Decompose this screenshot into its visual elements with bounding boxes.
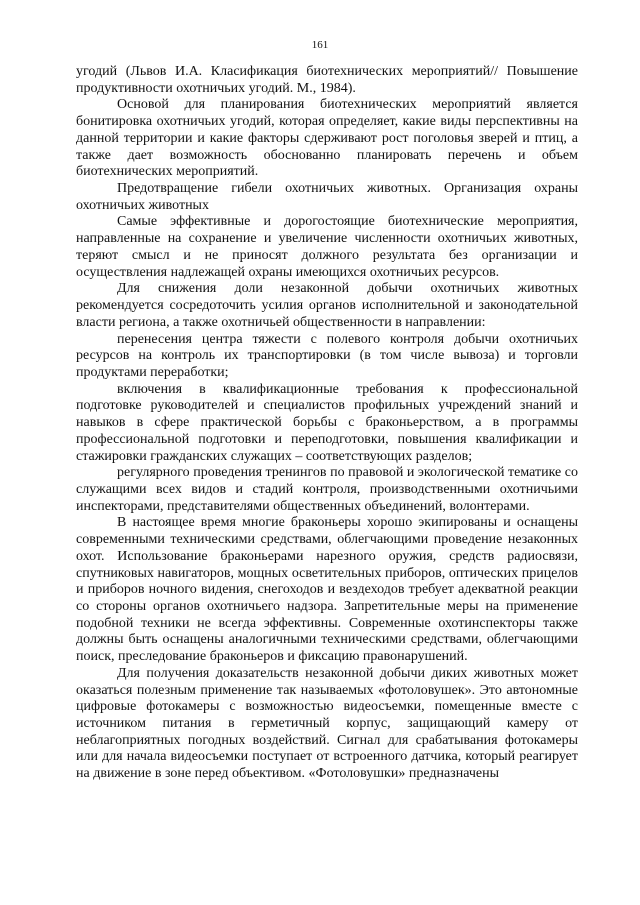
page-number: 161 <box>311 39 329 51</box>
paragraph-camera-traps: Для получения доказательств незаконной добычи диких животных может оказаться полезным применение так называемых «фотоловушек». Это автономные цифровые фотокамеры с возможностью видеосъемки, помещенные вместе с источником питания в герметичный корпус, защищающий камеру от неблагоприятных погодных воздействий. Сигнал для срабатывания фотокамеры или для начала видеосъемки поступает от встроенного датчика, который реагирует на движение в зоне перед объективом. «Фотоловушки» предназначены <box>76 665 578 782</box>
paragraph-recommendations-intro: Для снижения доли незаконной добычи охотничьих животных рекомендуется сосредоточить усилия органов исполнительной и законодательной власти региона, а также охотничьей общественности в направлении: <box>76 281 578 330</box>
paragraph-protection-importance: Самые эффективные и дорогостоящие биотехнические мероприятия, направленные на сохранение и увеличение численности охотничьих животных, теряют смысл и не приносят должного результата без организации и осуществления надлежащей охраны имеющихся охотничьих ресурсов. <box>76 214 578 280</box>
paragraph-planning-basis: Основой для планирования биотехнических мероприятий является бонитировка охотничьих угодий, которая определяет, какие виды перспективны на данной территории и какие факторы сдерживают рост поголовья зверей и птиц, а также дает возможность обоснованно планировать перечень и объем биотехнических мероприятий. <box>76 97 578 180</box>
section-heading: Предотвращение гибели охотничьих животных. Организация охраны охотничьих животных <box>76 181 578 213</box>
list-item-transport-control: перенесения центра тяжести с полевого контроля добычи охотничьих ресурсов на контроль их транспортировки (в том числе вывоза) и торговли продуктами переработки; <box>76 331 578 380</box>
list-item-qualification-requirements: включения в квалификационные требования к профессиональной подготовке руководителей и специалистов профильных учреждений знаний и навыков в сфере практической борьбы с браконьерством, а в программы профессиональной подготовки и переподготовки, повышения квалификации и стажировки гражданских служащих – соответствующих разделов; <box>76 381 578 464</box>
list-item-trainings: регулярного проведения тренингов по правовой и экологической тематике со служащими всех видов и стадий контроля, производственными охотничьими инспекторами, представителями общественных объединений, волонтерами. <box>76 465 578 514</box>
paragraph-citation-continuation: угодий (Львов И.А. Класификация биотехнических мероприятий// Повышение продуктивности охотничьих угодий. М., 1984). <box>76 64 578 96</box>
paragraph-poacher-equipment: В настоящее время многие браконьеры хорошо экипированы и оснащены современными техническими средствами, облегчающими проведение незаконных охот. Использование браконьерами нарезного оружия, средств радиосвязи, спутниковых навигаторов, мощных осветительных приборов, оптических прицелов и приборов ночного видения, снегоходов и вездеходов требует адекватной реакции со стороны органов охотничьего надзора. Запретительные меры на применение подобной техники не всегда эффективны. Современные охотинспекторы также должны быть оснащены аналогичными техническими средствами, облегчающими поиск, преследование браконьеров и фиксацию правонарушений. <box>76 515 578 665</box>
body-text <box>76 64 578 783</box>
